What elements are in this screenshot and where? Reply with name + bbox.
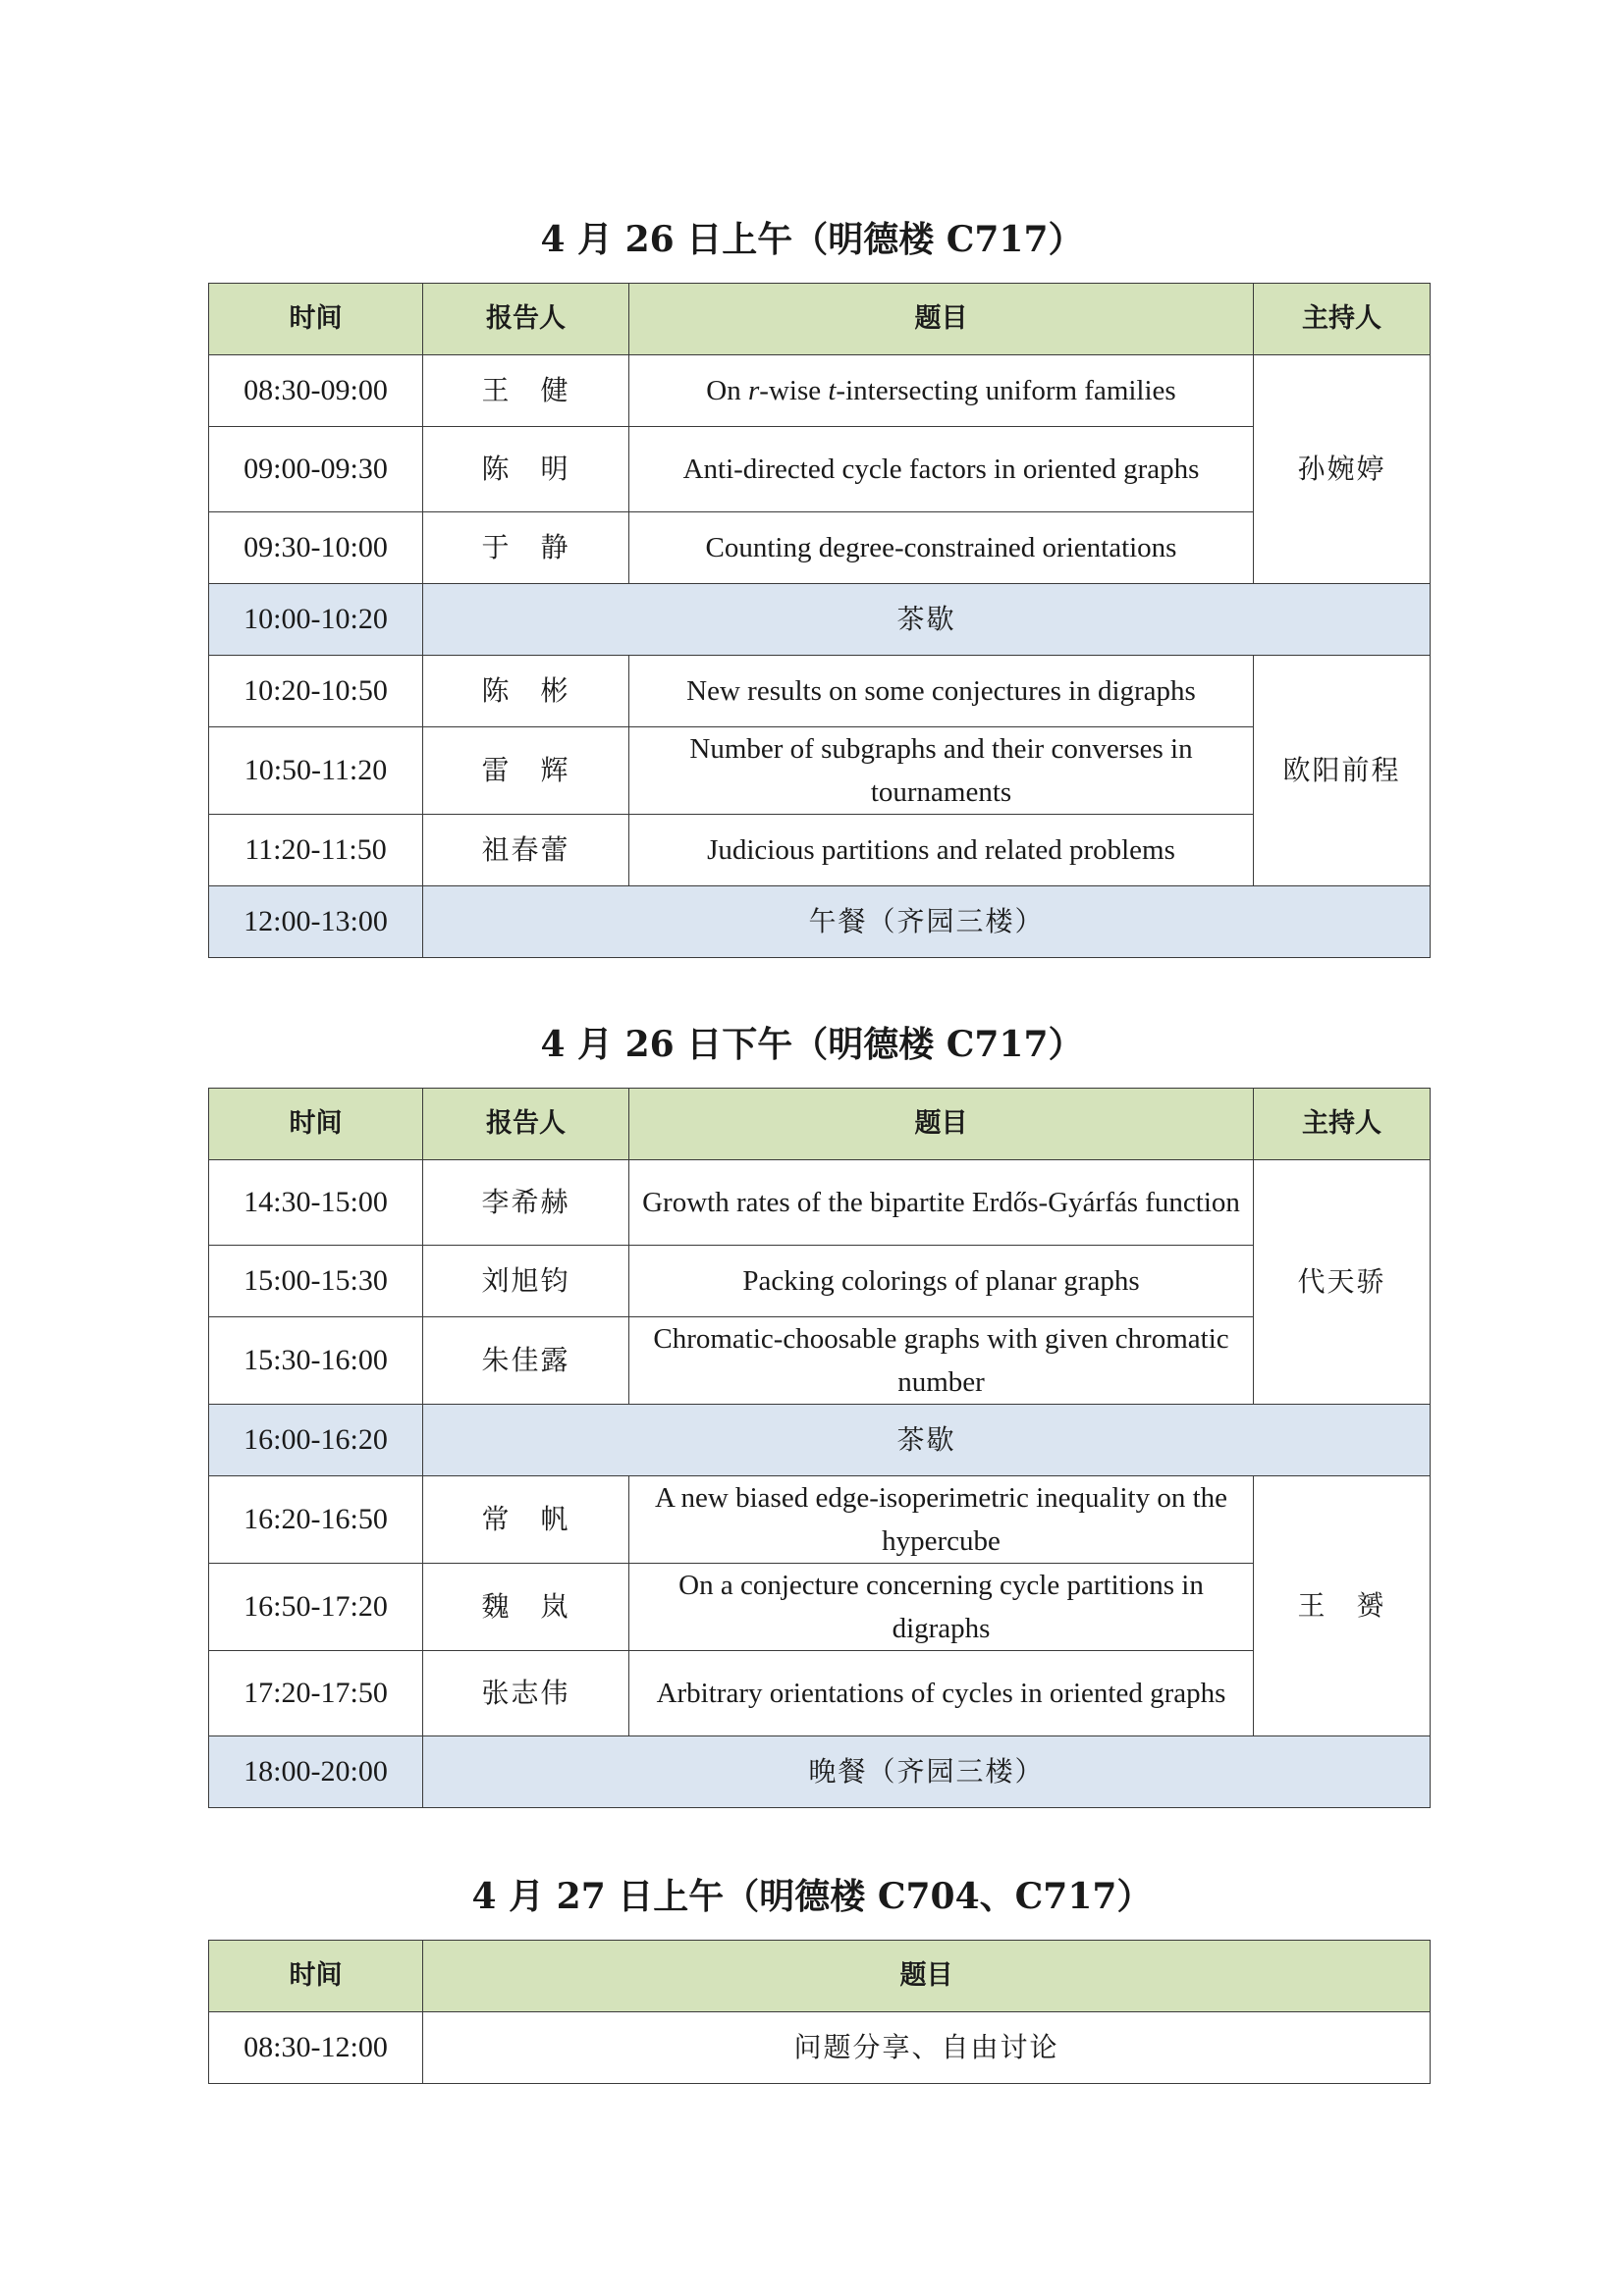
table-header-row xyxy=(209,284,1431,355)
talk-title-cell: Packing colorings of planar graphs xyxy=(629,1246,1254,1317)
talk-title-cell: Counting degree-constrained orientations xyxy=(629,512,1254,584)
host-cell: 欧阳前程 xyxy=(1254,656,1431,886)
time-cell: 09:00-09:30 xyxy=(209,427,423,512)
table-row xyxy=(209,1317,1431,1405)
time-cell: 10:00-10:20 xyxy=(209,584,423,656)
schedule-table-2 xyxy=(208,1088,1431,1808)
speaker-cell: 李希赫 xyxy=(423,1160,629,1246)
speaker-cell: 于 静 xyxy=(423,512,629,584)
time-cell: 18:00-20:00 xyxy=(209,1736,423,1808)
header-title: 题目 xyxy=(629,1089,1254,1160)
break-label: 茶歇 xyxy=(423,584,1431,656)
time-cell: 14:30-15:00 xyxy=(209,1160,423,1246)
header-title: 题目 xyxy=(629,284,1254,355)
talk-title-cell: Number of subgraphs and their converses in tournaments xyxy=(629,727,1254,815)
table-row xyxy=(209,427,1431,512)
header-host: 主持人 xyxy=(1254,1089,1431,1160)
talk-title-cell: Growth rates of the bipartite Erdős-Gyárfás function xyxy=(629,1160,1254,1246)
header-title: 题目 xyxy=(423,1941,1431,2012)
speaker-cell: 祖春蕾 xyxy=(423,815,629,886)
break-row xyxy=(209,584,1431,656)
table-row xyxy=(209,1564,1431,1651)
time-cell: 12:00-13:00 xyxy=(209,886,423,958)
talk-title-cell: Anti-directed cycle factors in oriented graphs xyxy=(629,427,1254,512)
time-cell: 10:50-11:20 xyxy=(209,727,423,815)
speaker-cell: 魏 岚 xyxy=(423,1564,629,1651)
schedule-table-1 xyxy=(208,283,1431,958)
host-cell: 代天骄 xyxy=(1254,1160,1431,1405)
time-cell: 09:30-10:00 xyxy=(209,512,423,584)
table-row xyxy=(209,656,1431,727)
host-cell: 王 赟 xyxy=(1254,1476,1431,1736)
time-cell: 10:20-10:50 xyxy=(209,656,423,727)
table-header-row xyxy=(209,1089,1431,1160)
time-cell: 08:30-12:00 xyxy=(209,2012,423,2084)
schedule-table-3 xyxy=(208,1940,1431,2084)
break-label: 茶歇 xyxy=(423,1405,1431,1476)
header-time: 时间 xyxy=(209,1941,423,2012)
talk-title-cell: On a conjecture concerning cycle partitions in digraphs xyxy=(629,1564,1254,1651)
time-cell: 16:20-16:50 xyxy=(209,1476,423,1564)
break-row xyxy=(209,886,1431,958)
speaker-cell: 陈 明 xyxy=(423,427,629,512)
header-time: 时间 xyxy=(209,284,423,355)
speaker-cell: 张志伟 xyxy=(423,1651,629,1736)
speaker-cell: 常 帆 xyxy=(423,1476,629,1564)
header-host: 主持人 xyxy=(1254,284,1431,355)
time-cell: 16:00-16:20 xyxy=(209,1405,423,1476)
table-row xyxy=(209,355,1431,427)
time-cell: 08:30-09:00 xyxy=(209,355,423,427)
talk-title-cell: On r-wise t-intersecting uniform families xyxy=(629,355,1254,427)
time-cell: 17:20-17:50 xyxy=(209,1651,423,1736)
table-row xyxy=(209,1246,1431,1317)
host-cell: 孙婉婷 xyxy=(1254,355,1431,584)
talk-title-cell: Chromatic-choosable graphs with given chromatic number xyxy=(629,1317,1254,1405)
table-row xyxy=(209,1651,1431,1736)
table-row xyxy=(209,1476,1431,1564)
table-header-row xyxy=(209,1941,1431,2012)
activity-cell: 问题分享、自由讨论 xyxy=(423,2012,1431,2084)
table-row xyxy=(209,727,1431,815)
header-speaker: 报告人 xyxy=(423,1089,629,1160)
talk-title-cell: Arbitrary orientations of cycles in oriented graphs xyxy=(629,1651,1254,1736)
speaker-cell: 雷 辉 xyxy=(423,727,629,815)
speaker-cell: 朱佳露 xyxy=(423,1317,629,1405)
section-3-title: 4 月 27 日上午（明德楼 C704、C717） xyxy=(471,1876,1153,1917)
section-2-title: 4 月 26 日下午（明德楼 C717） xyxy=(540,1024,1084,1065)
time-cell: 16:50-17:20 xyxy=(209,1564,423,1651)
time-cell: 15:30-16:00 xyxy=(209,1317,423,1405)
table-row xyxy=(209,2012,1431,2084)
table-row xyxy=(209,815,1431,886)
speaker-cell: 陈 彬 xyxy=(423,656,629,727)
talk-title-cell: Judicious partitions and related problems xyxy=(629,815,1254,886)
break-label: 晚餐（齐园三楼） xyxy=(423,1736,1431,1808)
time-cell: 11:20-11:50 xyxy=(209,815,423,886)
break-row xyxy=(209,1736,1431,1808)
speaker-cell: 王 健 xyxy=(423,355,629,427)
section-1-title: 4 月 26 日上午（明德楼 C717） xyxy=(540,219,1084,260)
talk-title-cell: New results on some conjectures in digraphs xyxy=(629,656,1254,727)
time-cell: 15:00-15:30 xyxy=(209,1246,423,1317)
break-label: 午餐（齐园三楼） xyxy=(423,886,1431,958)
header-speaker: 报告人 xyxy=(423,284,629,355)
break-row xyxy=(209,1405,1431,1476)
table-row xyxy=(209,512,1431,584)
table-row xyxy=(209,1160,1431,1246)
header-time: 时间 xyxy=(209,1089,423,1160)
talk-title-cell: A new biased edge-isoperimetric inequality on the hypercube xyxy=(629,1476,1254,1564)
speaker-cell: 刘旭钧 xyxy=(423,1246,629,1317)
